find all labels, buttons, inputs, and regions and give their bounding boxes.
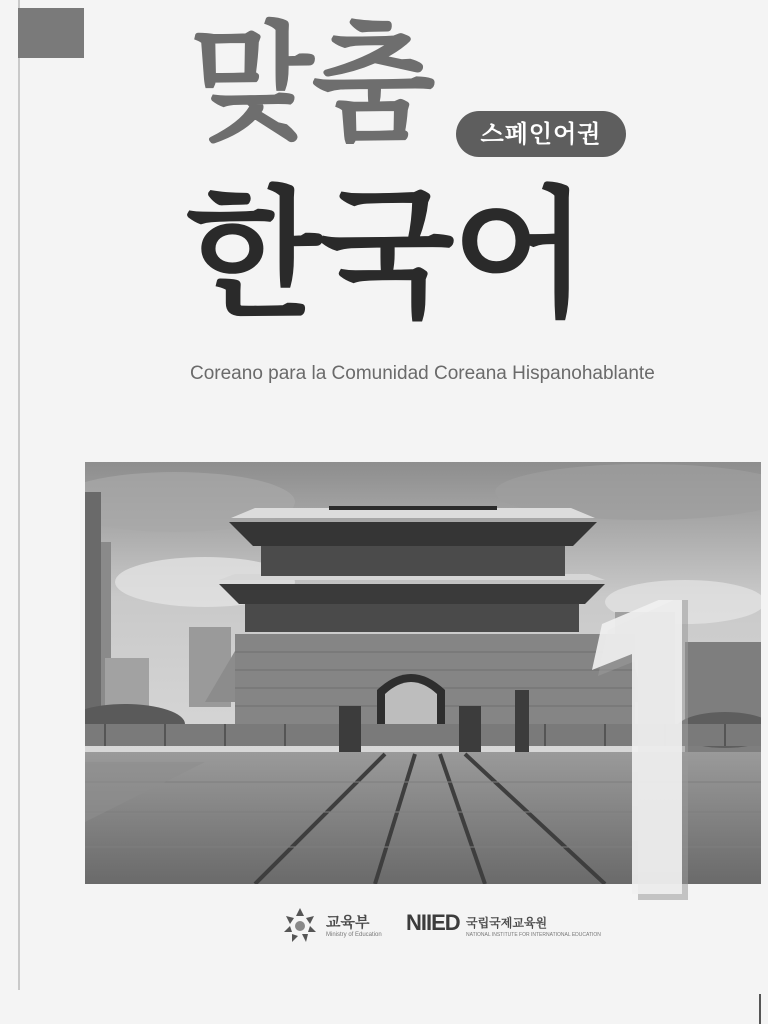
niied-subtitle: NATIONAL INSTITUTE FOR INTERNATIONAL EDUCATION xyxy=(466,932,601,938)
niied-name: 국립국제교육원 xyxy=(466,916,548,930)
niied-logo xyxy=(406,910,601,946)
scan-mark xyxy=(759,994,761,1024)
volume-number-text: 1 xyxy=(578,600,579,601)
subtitle: Coreano para la Comunidad Coreana Hispanohablante xyxy=(190,363,655,384)
publisher-logos xyxy=(280,900,601,950)
binding-edge xyxy=(18,0,20,990)
ministry-emblem-icon xyxy=(280,906,320,946)
niied-mark: NIIED xyxy=(406,910,460,935)
region-badge: 스페인어권 xyxy=(456,111,626,157)
ministry-of-education-logo xyxy=(280,906,396,946)
title-line-2: 한국어 xyxy=(186,174,586,337)
ministry-subtitle: Ministry of Education xyxy=(326,932,382,938)
ministry-name: 교육부 xyxy=(326,913,370,931)
title-line-1: 맞춤 xyxy=(190,10,434,159)
corner-block xyxy=(18,8,84,58)
volume-number xyxy=(578,600,698,908)
